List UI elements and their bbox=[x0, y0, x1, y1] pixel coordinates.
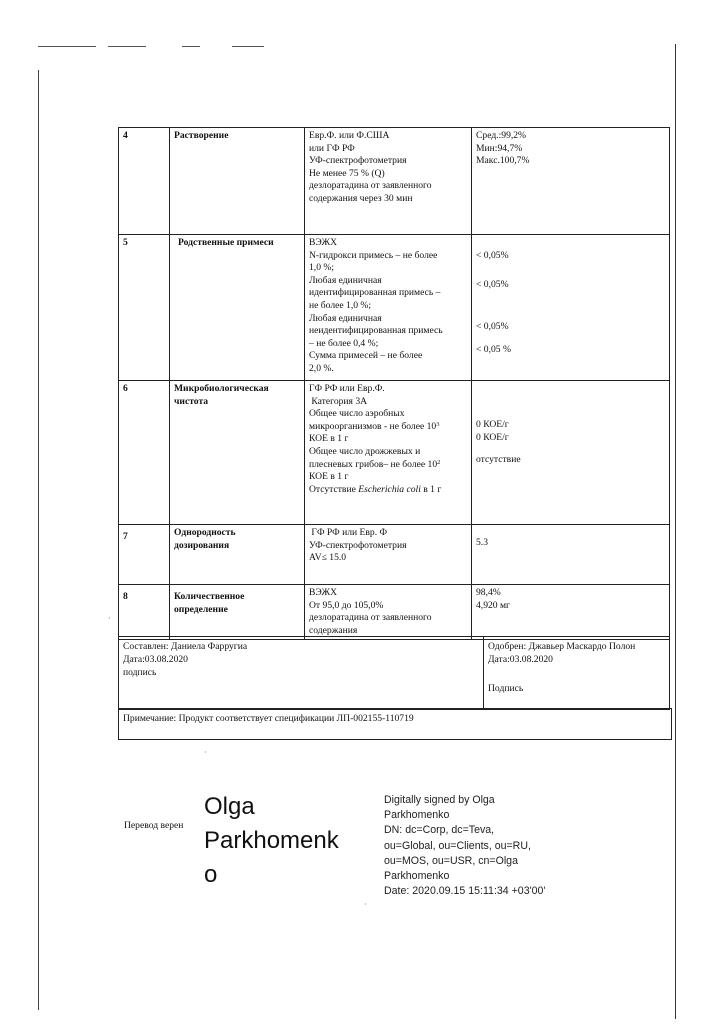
approved-sign: Подпись bbox=[488, 683, 524, 694]
row-number: 7 bbox=[119, 525, 170, 585]
scan-mark: · bbox=[364, 900, 367, 909]
table-row bbox=[119, 128, 670, 235]
scan-dash-1 bbox=[38, 46, 96, 47]
signoff-table bbox=[118, 636, 670, 710]
digital-signature-details: Digitally signed by Olga Parkhomenko DN: dc=Corp, dc=Teva, ou=Global, ou=Clients, ou=RU, ou=MOS, ou=USR, cn=Olga Parkhomenko Date: 2020.09.15 15:11:34 +03'00' bbox=[384, 794, 546, 898]
test-name: Растворение bbox=[170, 128, 305, 235]
translation-verified-label: Перевод верен bbox=[124, 820, 184, 831]
approved-by: Одобрен: Джавьер Маскардо Полон bbox=[488, 641, 636, 652]
table-row bbox=[119, 235, 670, 381]
test-method: ГФ РФ или Евр. Ф УФ-спектрофотометрия AV≤ 15.0 bbox=[305, 525, 472, 585]
test-result: 98,4% 4,920 мг bbox=[472, 585, 670, 640]
test-result: 5.3 bbox=[472, 525, 670, 585]
test-name: Количественное определение bbox=[170, 585, 305, 640]
scan-dash-3 bbox=[182, 46, 200, 47]
scan-mark: · bbox=[108, 614, 111, 623]
test-method: Евр.Ф. или Ф.США или ГФ РФ УФ-спектрофотометрия Не менее 75 % (Q) дезлоратадина от заявленного содержания через 30 мин bbox=[305, 128, 472, 235]
specification-note: Примечание: Продукт соответствует спецификации ЛП-002155-110719 bbox=[118, 708, 672, 740]
compiled-date: Дата:03.08.2020 bbox=[123, 654, 188, 665]
test-method: ГФ РФ или Евр.Ф. Категория 3А Общее число аэробных микроорганизмов - не более $10^3$ КОЕ в 1 г Общее число дрожжевых и плесневых грибов– не более $10^2$ КОЕ в 1 г Отсутствие Escherichia coli в 1 г bbox=[305, 381, 472, 525]
specification-table bbox=[118, 127, 670, 640]
test-name: Микробиологическая чистота bbox=[170, 381, 305, 525]
test-method: ВЭЖХ N-гидрокси примесь – не более 1,0 %; Любая единичная идентифицированная примесь – не более 1,0 %; Любая единичная неидентифицированная примесь – не более 0,4 %; Сумма примесей – не более 2,0 %. bbox=[305, 235, 472, 381]
row-number: 8 bbox=[119, 585, 170, 640]
table-row bbox=[119, 637, 670, 710]
compiled-sign: подпись bbox=[123, 667, 157, 678]
test-result: Сред.:99,2% Мин:94,7% Макс.100,7% bbox=[472, 128, 670, 235]
compiled-by-cell bbox=[119, 637, 484, 710]
signer-name: Olga Parkhomenk o bbox=[204, 793, 339, 888]
scan-dash-2 bbox=[108, 46, 146, 47]
test-result: 0 КОЕ/г 0 КОЕ/г отсутствие bbox=[472, 381, 670, 525]
compiled-by: Составлен: Даниела Фарругиа bbox=[123, 641, 248, 652]
scan-edge-right bbox=[675, 44, 676, 1019]
scan-dash-4 bbox=[232, 46, 264, 47]
row-number: 6 bbox=[119, 381, 170, 525]
scan-edge-left bbox=[38, 70, 39, 1010]
table-row bbox=[119, 525, 670, 585]
test-name: Однородность дозирования bbox=[170, 525, 305, 585]
scan-mark: · bbox=[204, 748, 207, 757]
row-number: 4 bbox=[119, 128, 170, 235]
table-row bbox=[119, 585, 670, 640]
test-name: Родственные примеси bbox=[170, 235, 305, 381]
test-result: < 0,05% < 0,05% < 0,05% < 0,05 % bbox=[472, 235, 670, 381]
row-number: 5 bbox=[119, 235, 170, 381]
test-method: ВЭЖХ От 95,0 до 105,0% дезлоратадина от заявленного содержания bbox=[305, 585, 472, 640]
approved-date: Дата:03.08.2020 bbox=[488, 654, 553, 665]
approved-by-cell bbox=[484, 637, 670, 710]
table-row bbox=[119, 381, 670, 525]
